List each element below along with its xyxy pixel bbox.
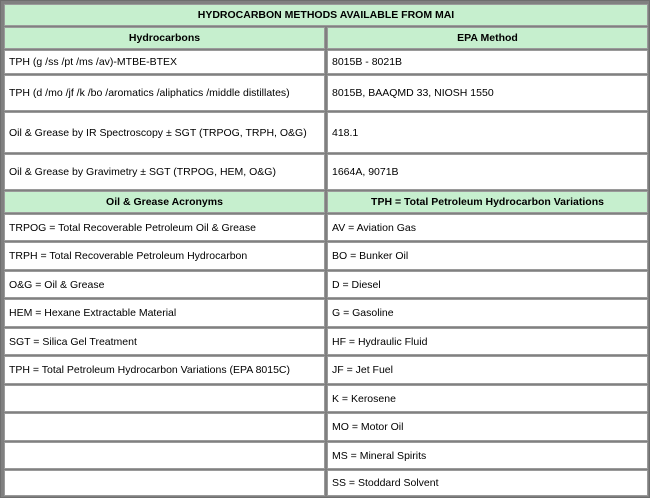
acronym-left-cell: HEM = Hexane Extractable Material	[4, 299, 325, 327]
acronym-right-cell: MS = Mineral Spirits	[327, 442, 648, 469]
acronym-right-cell: BO = Bunker Oil	[327, 242, 648, 270]
hydrocarbon-cell: TPH (d /mo /jf /k /bo /aromatics /aliphatics /middle distillates)	[4, 75, 325, 111]
acronym-right-cell: MO = Motor Oil	[327, 413, 648, 441]
hydrocarbon-cell: Oil & Grease by Gravimetry ± SGT (TRPOG, HEM, O&G)	[4, 154, 325, 190]
acronym-right-cell: AV = Aviation Gas	[327, 214, 648, 241]
epa-method-cell: 1664A, 9071B	[327, 154, 648, 190]
col-header-oil-grease-acronyms: Oil & Grease Acronyms	[4, 191, 325, 213]
acronym-right-cell: HF = Hydraulic Fluid	[327, 328, 648, 355]
acronym-left-cell: SGT = Silica Gel Treatment	[4, 328, 325, 355]
epa-method-cell: 8015B, BAAQMD 33, NIOSH 1550	[327, 75, 648, 111]
col-header-epa-method: EPA Method	[327, 27, 648, 49]
table-title: HYDROCARBON METHODS AVAILABLE FROM MAI	[4, 4, 648, 26]
acronym-left-cell	[4, 442, 325, 469]
acronym-right-cell: D = Diesel	[327, 271, 648, 298]
acronym-right-cell: K = Kerosene	[327, 385, 648, 412]
acronym-left-cell: TRPOG = Total Recoverable Petroleum Oil & Grease	[4, 214, 325, 241]
hydrocarbon-cell: Oil & Grease by IR Spectroscopy ± SGT (TRPOG, TRPH, O&G)	[4, 112, 325, 153]
col-header-hydrocarbons: Hydrocarbons	[4, 27, 325, 49]
acronym-left-cell	[4, 470, 325, 496]
acronym-left-cell	[4, 413, 325, 441]
acronym-left-cell: TPH = Total Petroleum Hydrocarbon Variations (EPA 8015C)	[4, 356, 325, 384]
acronym-left-cell: O&G = Oil & Grease	[4, 271, 325, 298]
acronym-right-cell: SS = Stoddard Solvent	[327, 470, 648, 496]
epa-method-cell: 8015B - 8021B	[327, 50, 648, 74]
acronym-right-cell: G = Gasoline	[327, 299, 648, 327]
acronym-left-cell: TRPH = Total Recoverable Petroleum Hydrocarbon	[4, 242, 325, 270]
col-header-tph-variations: TPH = Total Petroleum Hydrocarbon Variations	[327, 191, 648, 213]
epa-method-cell: 418.1	[327, 112, 648, 153]
acronym-right-cell: JF = Jet Fuel	[327, 356, 648, 384]
hydrocarbon-cell: TPH (g /ss /pt /ms /av)-MTBE-BTEX	[4, 50, 325, 74]
acronym-left-cell	[4, 385, 325, 412]
